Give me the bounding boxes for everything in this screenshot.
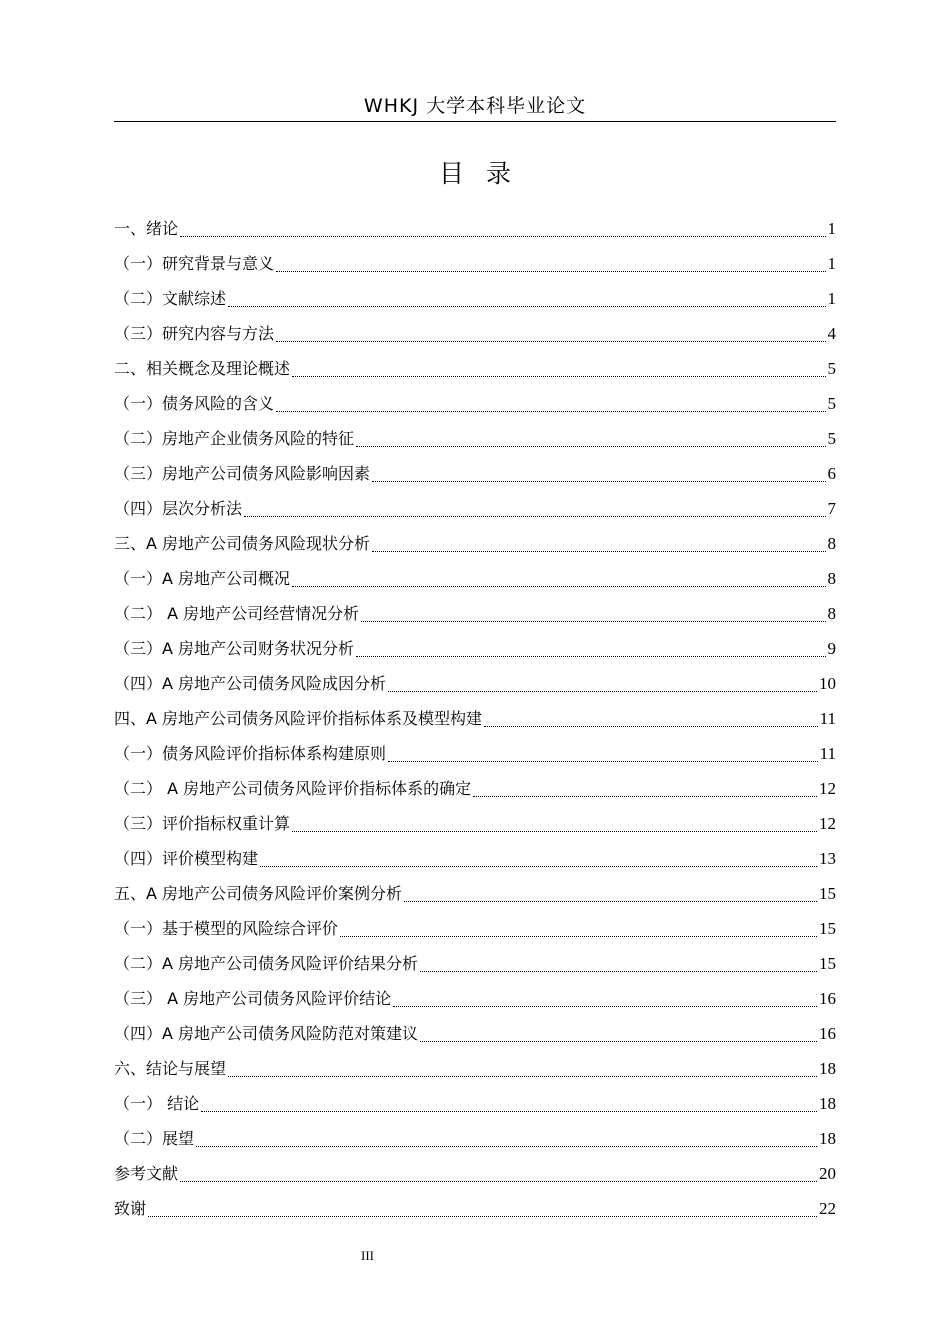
toc-entry-text: 参考文献 [114, 1164, 179, 1183]
toc-dot-leader [420, 1041, 817, 1042]
toc-entry[interactable] [114, 211, 836, 246]
toc-dot-leader [228, 306, 825, 307]
toc-entry-page: 15 [819, 884, 836, 903]
toc-dot-leader [276, 341, 825, 342]
toc-entry-page: 5 [827, 394, 836, 413]
toc-entry-text: （二）展望 [114, 1129, 195, 1148]
toc-dot-leader [372, 481, 825, 482]
toc-entry-text: （四）A 房地产公司债务风险防范对策建议 [114, 1024, 419, 1043]
toc-entry[interactable] [114, 701, 836, 736]
toc-entry-text: （一）债务风险评价指标体系构建原则 [114, 744, 387, 763]
toc-entry-text: （四）层次分析法 [114, 499, 243, 518]
toc-entry-page: 6 [827, 464, 836, 483]
toc-entry-page: 15 [819, 954, 836, 973]
toc-entry-page: 1 [827, 254, 836, 273]
toc-entry[interactable] [114, 491, 836, 526]
toc-entry-text: 五、A 房地产公司债务风险评价案例分析 [114, 884, 403, 903]
toc-entry[interactable] [114, 841, 836, 876]
toc-entry-page: 16 [819, 989, 836, 1008]
toc-entry-text: （二） A 房地产公司经营情况分析 [114, 604, 360, 623]
toc-dot-leader [393, 1006, 817, 1007]
toc-entry-text: （一）研究背景与意义 [114, 254, 275, 273]
toc-dot-leader [404, 901, 817, 902]
toc-entry-text: （一）基于模型的风险综合评价 [114, 919, 339, 938]
toc-dot-leader [356, 446, 825, 447]
toc-entry-page: 22 [819, 1199, 836, 1218]
toc-dot-leader [196, 1146, 817, 1147]
toc-entry-text: （三） A 房地产公司债务风险评价结论 [114, 989, 392, 1008]
toc-entry-page: 5 [827, 429, 836, 448]
toc-entry-text: （一） 结论 [114, 1094, 200, 1113]
toc-entry[interactable] [114, 246, 836, 281]
page-number: III [361, 1248, 374, 1263]
toc-entry-page: 10 [819, 674, 836, 693]
toc-entry-page: 4 [827, 324, 836, 343]
toc-entry[interactable] [114, 806, 836, 841]
toc-entry-page: 5 [827, 359, 836, 378]
toc-entry-text: 六、结论与展望 [114, 1059, 227, 1078]
toc-entry[interactable] [114, 421, 836, 456]
toc-entry-text: （一）A 房地产公司概况 [114, 569, 291, 588]
toc-entry-page: 8 [827, 604, 836, 623]
toc-entry-text: （四）A 房地产公司债务风险成因分析 [114, 674, 387, 693]
toc-entry-text: 三、A 房地产公司债务风险现状分析 [114, 534, 371, 553]
toc-entry[interactable] [114, 911, 836, 946]
toc-entry-text: （三）研究内容与方法 [114, 324, 275, 343]
toc-entry-page: 11 [819, 744, 836, 763]
toc-entry-page: 7 [827, 499, 836, 518]
toc-entry-page: 12 [819, 814, 836, 833]
toc-dot-leader [356, 656, 825, 657]
toc-entry-page: 18 [819, 1094, 836, 1113]
toc-entry[interactable] [114, 1191, 836, 1226]
toc-dot-leader [292, 376, 825, 377]
toc-entry-page: 8 [827, 534, 836, 553]
toc-dot-leader [276, 411, 825, 412]
toc-entry[interactable] [114, 876, 836, 911]
toc-entry[interactable] [114, 1121, 836, 1156]
toc-entry-page: 11 [819, 709, 836, 728]
toc-entry[interactable] [114, 596, 836, 631]
toc-dot-leader [340, 936, 817, 937]
toc-entry-text: 二、相关概念及理论概述 [114, 359, 291, 378]
toc-dot-leader [388, 761, 818, 762]
toc-dot-leader [148, 1216, 817, 1217]
toc-entry-page: 18 [819, 1129, 836, 1148]
toc-dot-leader [201, 1111, 817, 1112]
toc-entry[interactable] [114, 281, 836, 316]
toc-entry-page: 18 [819, 1059, 836, 1078]
toc-title: 目录 [438, 159, 533, 188]
toc-entry[interactable] [114, 1016, 836, 1051]
toc-entry[interactable] [114, 981, 836, 1016]
toc-entry-text: （二） A 房地产公司债务风险评价指标体系的确定 [114, 779, 472, 798]
toc-entry[interactable] [114, 386, 836, 421]
toc-entry-text: （二）A 房地产公司债务风险评价结果分析 [114, 954, 419, 973]
toc-entry[interactable] [114, 561, 836, 596]
toc-entry[interactable] [114, 1156, 836, 1191]
toc-entry[interactable] [114, 526, 836, 561]
toc-dot-leader [180, 1181, 817, 1182]
toc-entry-text: （二）房地产企业债务风险的特征 [114, 429, 355, 448]
toc-dot-leader [292, 831, 817, 832]
toc-dot-leader [180, 236, 825, 237]
toc-entry[interactable] [114, 456, 836, 491]
toc-entry-page: 8 [827, 569, 836, 588]
toc-dot-leader [372, 551, 825, 552]
toc-entry-page: 16 [819, 1024, 836, 1043]
toc-entry[interactable] [114, 666, 836, 701]
toc-entry[interactable] [114, 631, 836, 666]
toc-entry-page: 20 [819, 1164, 836, 1183]
toc-dot-leader [484, 726, 818, 727]
toc-dot-leader [228, 1076, 817, 1077]
toc-entry-text: 四、A 房地产公司债务风险评价指标体系及模型构建 [114, 709, 483, 728]
page-header [114, 92, 836, 122]
toc-entry[interactable] [114, 736, 836, 771]
toc-entry-text: （三）房地产公司债务风险影响因素 [114, 464, 371, 483]
toc-entry-page: 9 [827, 639, 836, 658]
toc-entry-page: 1 [827, 219, 836, 238]
toc-dot-leader [276, 271, 825, 272]
table-of-contents [114, 211, 836, 1226]
toc-entry[interactable] [114, 946, 836, 981]
toc-entry[interactable] [114, 771, 836, 806]
toc-dot-leader [420, 971, 817, 972]
toc-entry[interactable] [114, 351, 836, 386]
header-title: WHKJ 大学本科毕业论文 [363, 95, 587, 117]
toc-entry-page: 15 [819, 919, 836, 938]
toc-entry-page: 1 [827, 289, 836, 308]
toc-entry-text: 一、绪论 [114, 219, 179, 238]
toc-dot-leader [388, 691, 817, 692]
toc-dot-leader [244, 516, 825, 517]
toc-dot-leader [260, 866, 817, 867]
toc-entry-text: （四）评价模型构建 [114, 849, 259, 868]
toc-dot-leader [292, 586, 825, 587]
toc-entry[interactable] [114, 1086, 836, 1121]
toc-entry[interactable] [114, 1051, 836, 1086]
toc-entry-page: 13 [819, 849, 836, 868]
toc-dot-leader [473, 796, 817, 797]
toc-entry-text: （三）评价指标权重计算 [114, 814, 291, 833]
toc-dot-leader [361, 621, 825, 622]
toc-entry-text: （二）文献综述 [114, 289, 227, 308]
toc-entry-text: （三）A 房地产公司财务状况分析 [114, 639, 355, 658]
toc-entry[interactable] [114, 316, 836, 351]
toc-entry-text: 致谢 [114, 1199, 147, 1218]
toc-entry-page: 12 [819, 779, 836, 798]
toc-entry-text: （一）债务风险的含义 [114, 394, 275, 413]
